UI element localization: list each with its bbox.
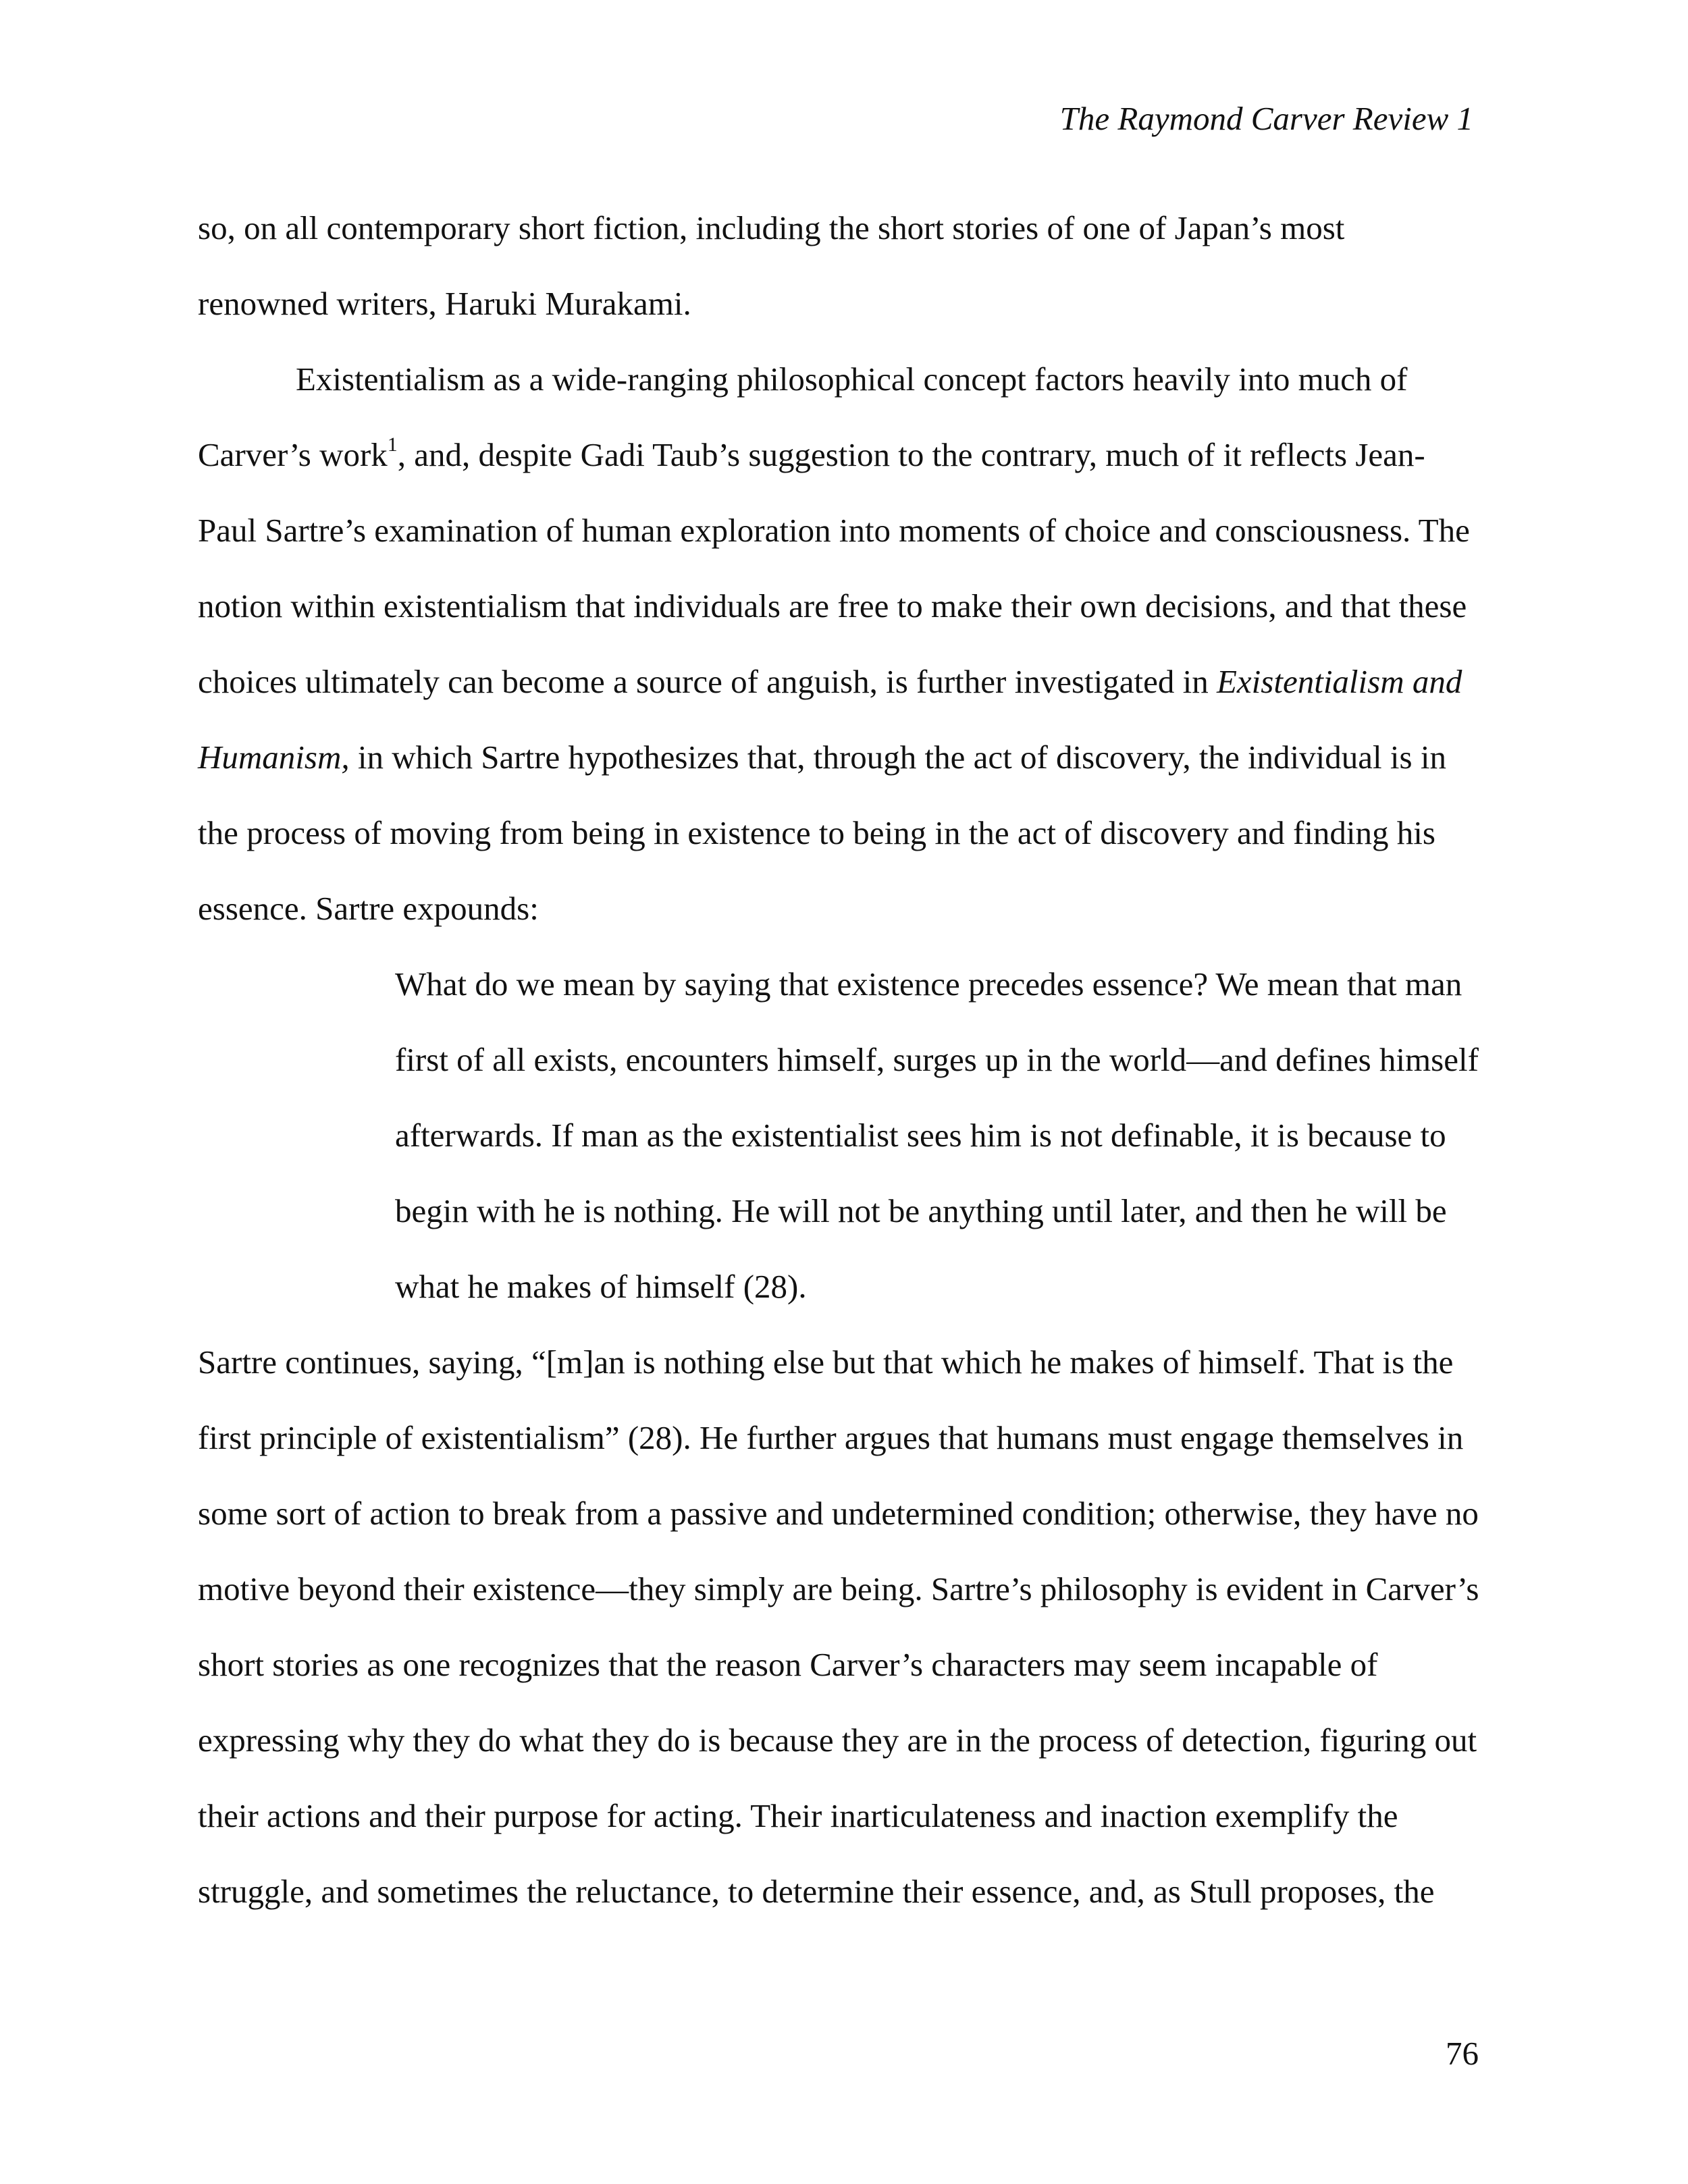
body-text	[198, 190, 1481, 1929]
paragraph-text: Existentialism as a wide-ranging philosophical concept factors heavily into much of Carver’s work	[198, 361, 1408, 473]
block-quote: What do we mean by saying that existence precedes essence? We mean that man first of all exists, encounters himself, surges up in the world—and defines himself afterwards. If man as the existentialist sees him is not definable, it is because to begin with he is nothing. He will not be anything until later, and then he will be what he makes of himself (28).	[395, 965, 1479, 1305]
book-title: Existentialism and Humanism,	[198, 663, 1462, 776]
paragraph-text: , and, despite Gadi Taub’s suggestion to the contrary, much of it reflects Jean-Paul Sartre’s examination of human exploration into moments of choice and consciousness. The notion within existentialism that individuals are free to make their own decisions, and that these choices ultimately can become a source of anguish, is further investigated in	[198, 436, 1470, 700]
paragraph-existentialism	[198, 342, 1481, 947]
running-header: The Raymond Carver Review 1	[1059, 100, 1473, 137]
paragraph-text: in which Sartre hypothesizes that, through the act of discovery, the individual is in the process of moving from being in existence to being in the act of discovery and finding his essence. Sartre expounds:	[198, 739, 1446, 927]
page-number: 76	[1446, 2035, 1479, 2072]
paragraph-continuation: so, on all contemporary short fiction, including the short stories of one of Japan’s most renowned writers, Haruki Murakami.	[198, 209, 1345, 322]
footnote-ref: 1	[387, 433, 398, 456]
paragraph-sartre-continues: Sartre continues, saying, “[m]an is nothing else but that which he makes of himself. That is the first principle of existentialism” (28). He further argues that humans must engage themselves in some sort of action to break from a passive and undetermined condition; otherwise, they have no motive beyond their existence—they simply are being. Sartre’s philosophy is evident in Carver’s short stories as one recognizes that the reason Carver’s characters may seem incapable of expressing why they do what they do is because they are in the process of detection, figuring out their actions and their purpose for acting. Their inarticulateness and inaction exemplify the struggle, and sometimes the reluctance, to determine their essence, and, as Stull proposes, the	[198, 1343, 1479, 1910]
